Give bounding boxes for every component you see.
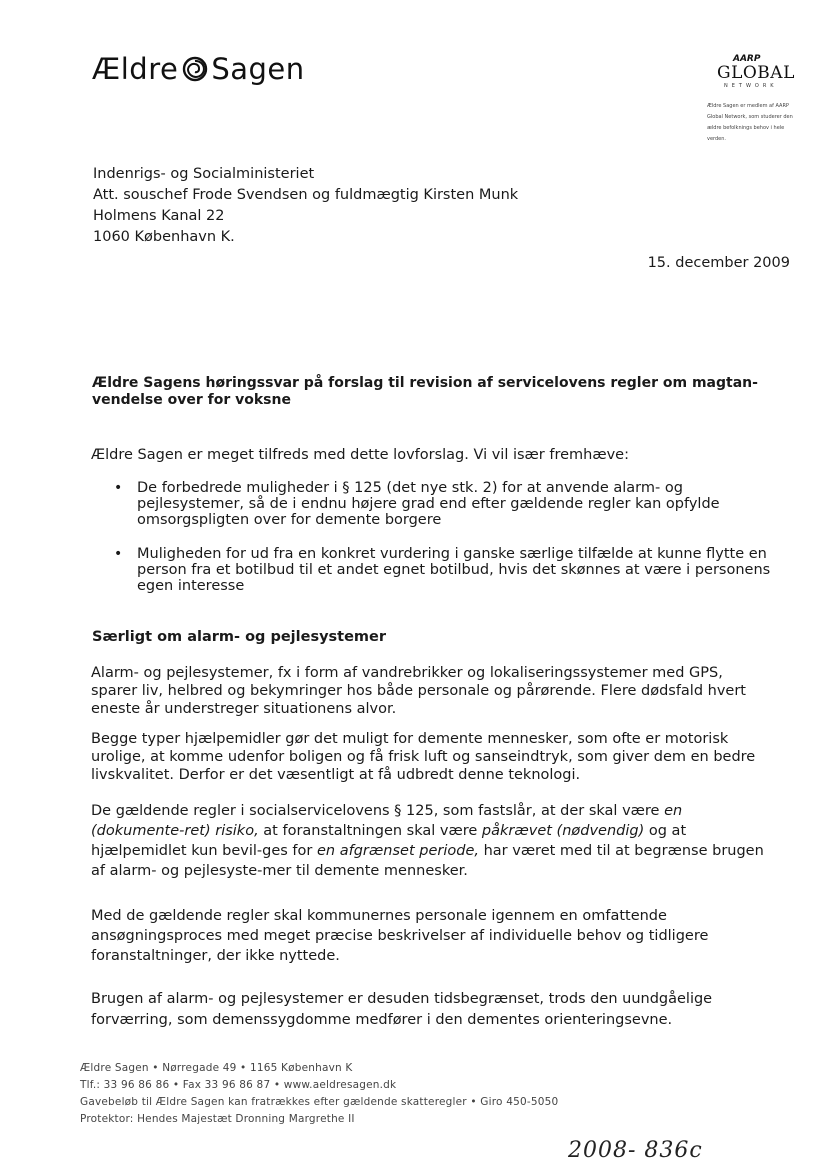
aarp-label: AARP [733,54,761,64]
global-network-logo: GLOBAL [717,63,795,83]
logo-text-right: Sagen [211,52,305,86]
paragraph-2: Begge typer hjælpemidler gør det muligt for demente mennesker, som ofte er motorisk urolige, at komme udenfor boligen og få frisk luft og sanseindtryk, som giver dem en bedre livskvalitet. Derfor er det væsentligt at få udbredt denne teknologi. [91,731,756,783]
bullet-marker: • [114,480,123,496]
bullet-marker: • [114,546,123,562]
section-heading: Særligt om alarm- og pejlesystemer [92,629,387,645]
paragraph-4: Med de gældende regler skal kommunernes personale igennem en omfattende ansøgningsproces med meget præcise beskrivelser af individuelle behov og tidligere foranstaltninger, der ikke nyttede. [91,908,709,964]
bullet-item: Muligheden for ud fra en konkret vurdering i ganske særlige tilfælde at kunne flytte en person fra et botilbud til et andet egnet botilbud, hvis det skønnes at være i personens egen interesse [137,546,771,594]
paragraph-3-text: at foranstaltningen skal være [258,823,482,839]
recipient-line-2: Att. souschef Frode Svendsen og fuldmægtig Kirsten Munk [93,187,519,203]
footer-donation: Gavebeløb til Ældre Sagen kan fratrækkes efter gældende skatteregler • Giro 450-5050 [80,1096,559,1108]
intro-paragraph: Ældre Sagen er meget tilfreds med dette lovforslag. Vi vil især fremhæve: [91,447,629,463]
letter-heading: Ældre Sagens høringssvar på forslag til revision af servicelovens regler om magtan-vendelse over for voksne [92,375,758,408]
recipient-line-3: Holmens Kanal 22 [93,208,225,224]
network-label: NETWORK [724,83,778,89]
global-network-note: Ældre Sagen er medlem af AARP Global Network, som studerer den ældre befolknings behov i hele verden. [707,103,793,142]
paragraph-3 [91,801,771,881]
paragraph-1: Alarm- og pejlesystemer, fx i form af vandrebrikker og lokaliseringssystemer med GPS, sparer liv, helbred og bekymringer hos både personale og pårørende. Flere dødsfald hvert eneste år understreger situationens alvor. [91,665,746,717]
footer-contact: Tlf.: 33 96 86 86 • Fax 33 96 86 87 • www.aeldresagen.dk [80,1079,397,1091]
logo-spiral-icon [182,56,208,82]
recipient-line-4: 1060 København K. [93,229,235,245]
paragraph-3-emphasis: påkrævet (nødvendig) [481,823,645,839]
aeldre-sagen-logo [92,52,305,86]
logo-text-left: Ældre [92,52,179,86]
paragraph-3-emphasis: en (dokumente-ret) risiko, [91,803,683,839]
paragraph-3-text: har været med til at begrænse brugen af alarm- og pejlesyste-mer til demente mennesker. [91,843,764,879]
paragraph-5: Brugen af alarm- og pejlesystemer er desuden tidsbegrænset, trods den uundgåelige forværring, som demenssygdomme medfører i den dementes orienteringsevne. [91,991,713,1028]
paragraph-3-text: og at hjælpemidlet kun bevil-ges for [91,823,687,859]
paragraph-3-text: De gældende regler i socialservicelovens § 125, som fastslår, at der skal være [91,803,665,819]
footer-patron: Protektor: Hendes Majestæt Dronning Margrethe II [80,1113,355,1125]
bullet-item: De forbedrede muligheder i § 125 (det nye stk. 2) for at anvende alarm- og pejlesystemer, så de i endnu højere grad end efter gældende regler kan opfylde omsorgspligten over for demente borgere [137,480,720,528]
footer-address: Ældre Sagen • Nørregade 49 • 1165 København K [80,1062,353,1074]
letter-date: 15. december 2009 [647,255,790,271]
paragraph-3-emphasis: en afgrænset periode, [316,843,479,859]
handwritten-reference: 2008- 836c [568,1138,703,1163]
recipient-line-1: Indenrigs- og Socialministeriet [93,166,315,182]
